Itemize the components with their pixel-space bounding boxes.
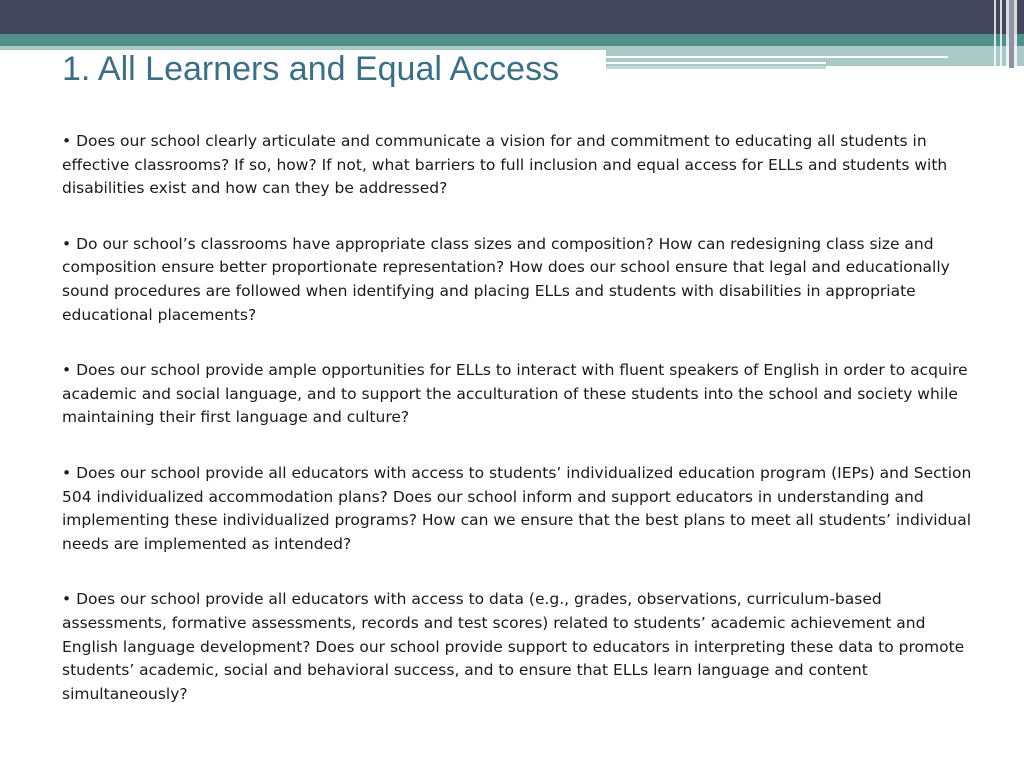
bullet-item (62, 233, 972, 327)
bullet-item (62, 130, 972, 201)
bullet-item (62, 462, 972, 556)
bullet-text: Does our school provide ample opportunities for ELLs to interact with fluent speakers of English in order to acquire academic and social language, and to support the acculturation of these students into the school and society while maintaining their first language and culture? (62, 361, 968, 427)
bullet-marker: • (62, 590, 72, 609)
bullet-item (62, 588, 972, 706)
bullet-marker: • (62, 463, 72, 482)
header-teal-bar (0, 34, 1024, 46)
bullet-text: Does our school clearly articulate and communicate a vision for and commitment to educating all students in effective classrooms? If so, how? If not, what barriers to full inclusion and equal access for ELLs and students with disabilities exist and how can they be addressed? (62, 132, 948, 198)
header-accent-line (606, 56, 948, 58)
bullet-text: Does our school provide all educators with access to students’ individualized education program (IEPs) and Section 504 individualized accommodation plans? Does our school inform and support educators in understanding and implementing these individualized programs? How can we ensure that the best plans to meet all students’ individual needs are implemented as intended? (62, 463, 972, 553)
corner-stripe (994, 0, 996, 68)
header-dark-bar (0, 0, 1024, 34)
corner-stripe (1000, 0, 1002, 68)
corner-stripe (1014, 0, 1017, 68)
bullet-marker: • (62, 361, 72, 380)
header-accent-bar (606, 66, 826, 69)
bullet-marker: • (62, 132, 72, 150)
bullet-list (62, 130, 972, 738)
corner-stripe (1006, 0, 1009, 68)
bullet-item (62, 359, 972, 430)
header-accent-line (606, 62, 826, 64)
bullet-marker: • (62, 234, 72, 253)
bullet-text: Do our school’s classrooms have appropriate class sizes and composition? How can redesigning class size and composition ensure better proportionate representation? How does our school ensure that legal and educationally sound procedures are followed when identifying and placing ELLs and students with disabilities in appropriate educational placements? (62, 234, 950, 324)
bullet-text: Does our school provide all educators with access to data (e.g., grades, observations, curriculum-based assessments, formative assessments, records and test scores) related to students’ academic achievement and English language development? Does our school provide support to educators in interpreting these data to promote students’ academic, social and behavioral success, and to ensure that ELLs learn language and content simultaneously? (62, 590, 965, 703)
slide-title: 1. All Learners and Equal Access (62, 50, 560, 88)
